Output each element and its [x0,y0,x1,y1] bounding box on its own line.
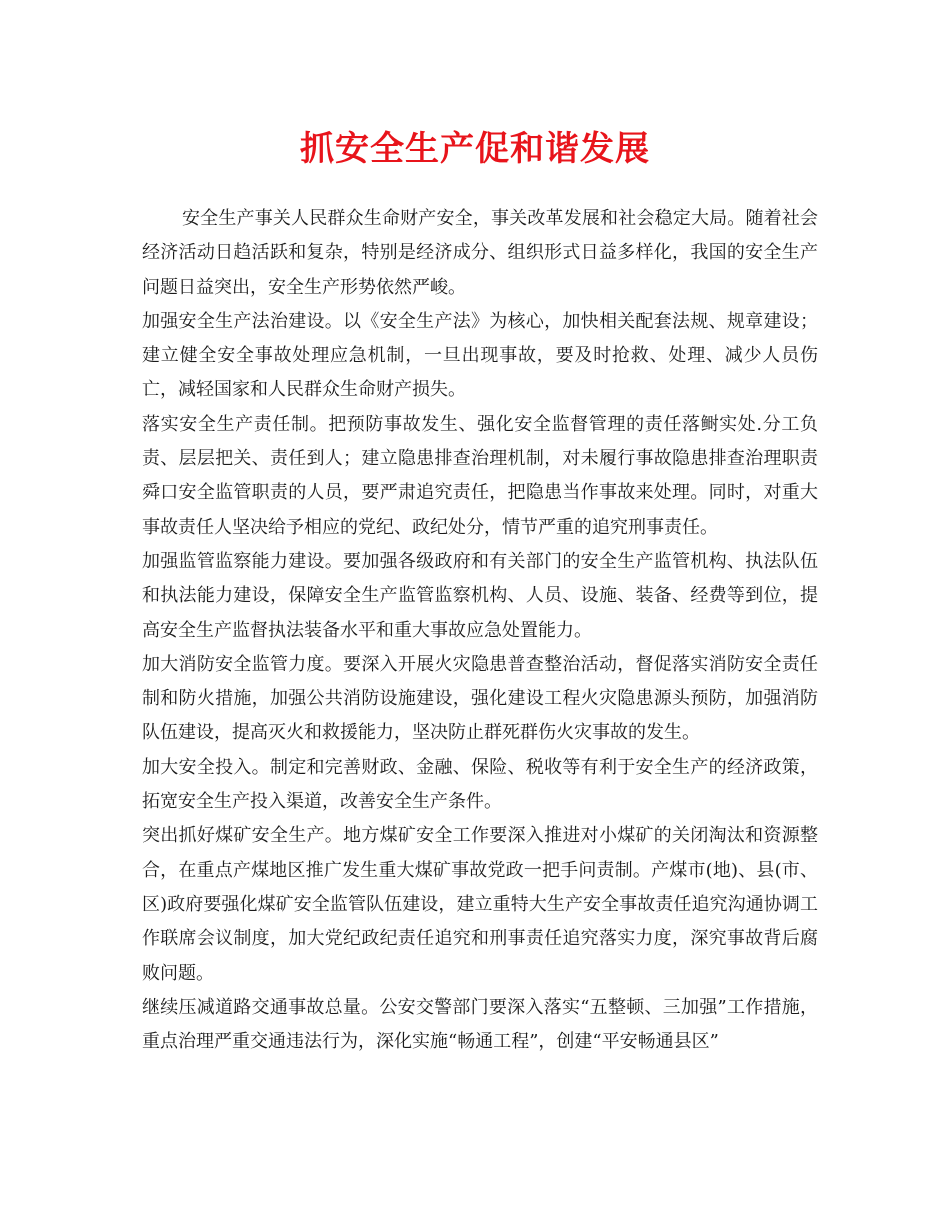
paragraph-coal-mine: 突出抓好煤矿安全生产。地方煤矿安全工作要深入推进对小煤矿的关闭淘汰和资源整合，在重点产煤地区推广发生重大煤矿事故党政一把手问责制。产煤市(地)、县(市、区)政府要强化煤矿安全监管队伍建设，建立重特大生产安全事故责任追究沟通协调工作联席会议制度，加大党纪政纪责任追究和刑事责任追究落实力度，深究事故背后腐败问题。 [142,825,818,984]
paragraph-responsibility: 落实安全生产责任制。把预防事故发生、强化安全监督管理的责任落鲥实处.分工负责、层层把关、责任到人；建立隐患排查治理机制，对未履行事故隐患排查治理职责舜口安全监管职责的人员，要严肃追究责任，把隐患当作事故来处理。同时，对重大事故责任人坚决给予相应的党纪、政纪处分，情节严重的追究刑事责任。 [142,413,818,538]
paragraph-fire-safety: 加大消防安全监管力度。要深入开展火灾隐患普查整治活动，督促落实消防安全责任制和防火措施，加强公共消防设施建设，强化建设工程火灾隐患源头预防，加强消防队伍建设，提高灭火和救援能力，坚决防止群死群伤火灾事故的发生。 [142,653,818,744]
document-title: 抓安全生产促和谐发展 [300,129,650,169]
paragraph-intro: 安全生产事关人民群众生命财产安全，事关改革发展和社会稳定大局。随着社会经济活动日趋活跃和复杂，特别是经济成分、组织形式日益多样化，我国的安全生产问题日益突出，安全生产形势依然严峻。 [142,208,818,298]
paragraph-investment: 加大安全投入。制定和完善财政、金融、保险、税收等有利于安全生产的经济政策，拓宽安全生产投入渠道，改善安全生产条件。 [142,756,818,813]
paragraph-road-traffic: 继续压减道路交通事故总量。公安交警部门要深入落实“五整顿、三加强”工作措施，重点治理严重交通违法行为，深化实施“畅通工程”，创建“平安畅通县区” [142,996,818,1053]
paragraph-supervision: 加强监管监察能力建设。要加强各级政府和有关部门的安全生产监管机构、执法队伍和执法能力建设，保障安全生产监管监察机构、人员、设施、装备、经费等到位，提高安全生产监督执法装备水平和重大事故应急处置能力。 [142,550,818,641]
document-body [142,202,818,1059]
paragraph-legal: 加强安全生产法治建设。以《安全生产法》为核心，加快相关配套法规、规章建设；建立健全安全事故处理应急机制，一旦出现事故，要及时抢救、处理、减少人员伤亡，减轻国家和人民群众生命财产损失。 [142,310,818,401]
